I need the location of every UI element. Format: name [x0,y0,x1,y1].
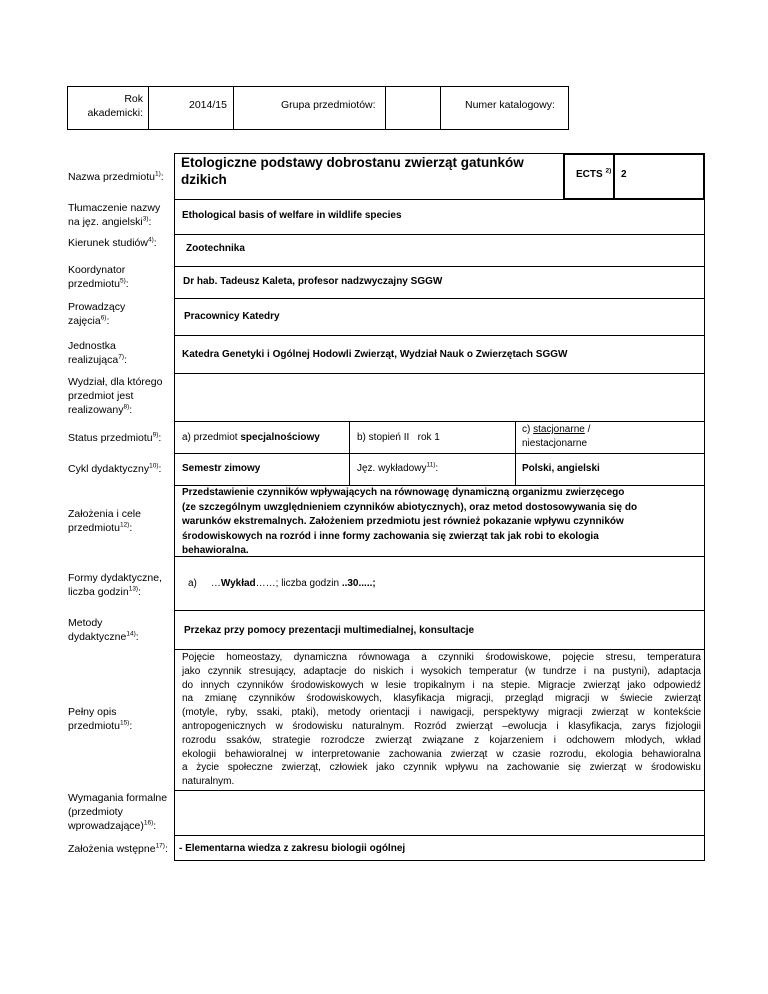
ects-value: 2 [621,169,627,180]
kierunek-value: Zootechnika [186,243,245,254]
zalozenia-wstepne-label: Założenia wstępne$^{17)}$: [68,842,168,855]
opis-label: Pełny opis przedmiotu$^{15)}$: [68,706,133,732]
jezyk-value: Polski, angielski [522,463,600,474]
status-a: a) przedmiot specjalnościowy [182,432,320,443]
grupa-przedmiotow-label: Grupa przedmiotów: [281,99,376,111]
jednostka-value: Katedra Genetyki i Ogólnej Hodowli Zwierząt, Wydział Nauk o Zwierzętach SGGW [182,349,568,360]
ects-label: ECTS $^{2)}$ [576,167,612,180]
koordynator-label: Koordynator przedmiotu$^{5)}$: [68,264,129,290]
cykl-label: Cykl dydaktyczny$^{10)}$: [68,462,162,475]
zalozenia-cele-label: Założenia i cele przedmiotu$^{12)}$: [68,508,141,534]
course-title: Etologiczne podstawy dobrostanu zwierząt gatunków dzikich [181,155,524,187]
metody-value: Przekaz przy pomocy prezentacji multimedialnej, konsultacje [184,625,475,636]
koordynator-value: Dr hab. Tadeusz Kaleta, profesor nadzwyczajny SGGW [183,276,443,287]
formy-label: Formy dydaktyczne, liczba godzin$^{13)}$: [68,572,162,598]
status-c: c) stacjonarne / niestacjonarne [522,424,591,449]
formy-value: a) …Wykład……; liczba godzin ..30.....; [188,578,376,589]
metody-label: Metody dydaktyczne$^{14)}$: [68,617,139,643]
pelny-opis-text: Pojęcie homeostazy, dynamiczna równowaga a czynniki środowiskowe, pojęcie stresu, temperatura jako czynnik stresujący, adaptacje do niskich i wysokich temperatur (w tundrze i na pustyni), adaptacja do innych czynników środowiskowych w lesie tropikalnym i na stepie. Migracje zwierząt jako odpowiedź na zmianę czynników środowiskowych, klasyfikacja migracji, przegląd migracji w świecie zwierząt (motyle, ryby, ssaki, ptaki), metody orientacji i nawigacji, perspektywy migracji zwierząt w kontekście antropogenicznych w środowisku naturalnym. Rozród zwierząt –ewolucja i klasyfikacja, zarys fizjologii rozrodu ssaków, strategie rozrodcze zwierząt związane z kojarzeniem i odchowem młodych, wkład ekologii behawioralnej w interpretowanie zachowania zwierząt w czasie rozrodu, ekologia behawioralna a życie społeczne zwierząt, człowiek jako czynnik wpływu na zachowanie się zwierząt w środowisku naturalnym. [182,652,701,788]
nazwa-przedmiotu-label: Nazwa przedmiotu$^{1)}$: [68,170,164,183]
status-b: b) stopień II rok 1 [357,432,440,443]
status-label: Status przedmiotu$^{9)}$: [68,431,162,444]
zalozenia-wstepne-value: - Elementarna wiedza z zakresu biologii ogólnej [179,843,406,854]
kierunek-label: Kierunek studiów$^{4)}$: [68,236,157,249]
cykl-value: Semestr zimowy [182,463,261,474]
prowadzacy-label: Prowadzący zajęcia$^{6)}$: [68,301,126,327]
jezyk-label: Jęz. wykładowy$^{11)}$: [357,461,439,474]
numer-katalogowy-label: Numer katalogowy: [465,99,555,111]
wymagania-label: Wymagania formalne (przedmioty wprowadzające)$^{16)}$: [68,792,168,832]
prowadzacy-value: Pracownicy Katedry [184,311,280,322]
rok-akademicki-label: Rok akademicki: [87,93,143,119]
rok-akademicki-value: 2014/15 [189,99,227,111]
jednostka-label: Jednostka realizująca$^{7)}$: [68,340,127,366]
english-title: Ethological basis of welfare in wildlife species [182,210,402,221]
wydzial-label: Wydział, dla którego przedmiot jest realizowany$^{8)}$: [68,376,163,416]
tlumaczenie-label: Tłumaczenie nazwy na jęz. angielski$^{3)}$: [68,202,161,228]
zalozenia-cele-text: Przedstawienie czynników wpływających na równowagę dynamiczną organizmu zwierzęcego (ze szczególnym uwzględnieniem czynników abiotycznych), oraz metod dostosowywania się do warunków ekstremalnych. Założeniem przedmiotu jest również pokazanie wpływu czynników środowiskowych na rozród i inne formy zachowania się zwierząt tak jak robi to ekologia behawioralna. [182,487,638,556]
